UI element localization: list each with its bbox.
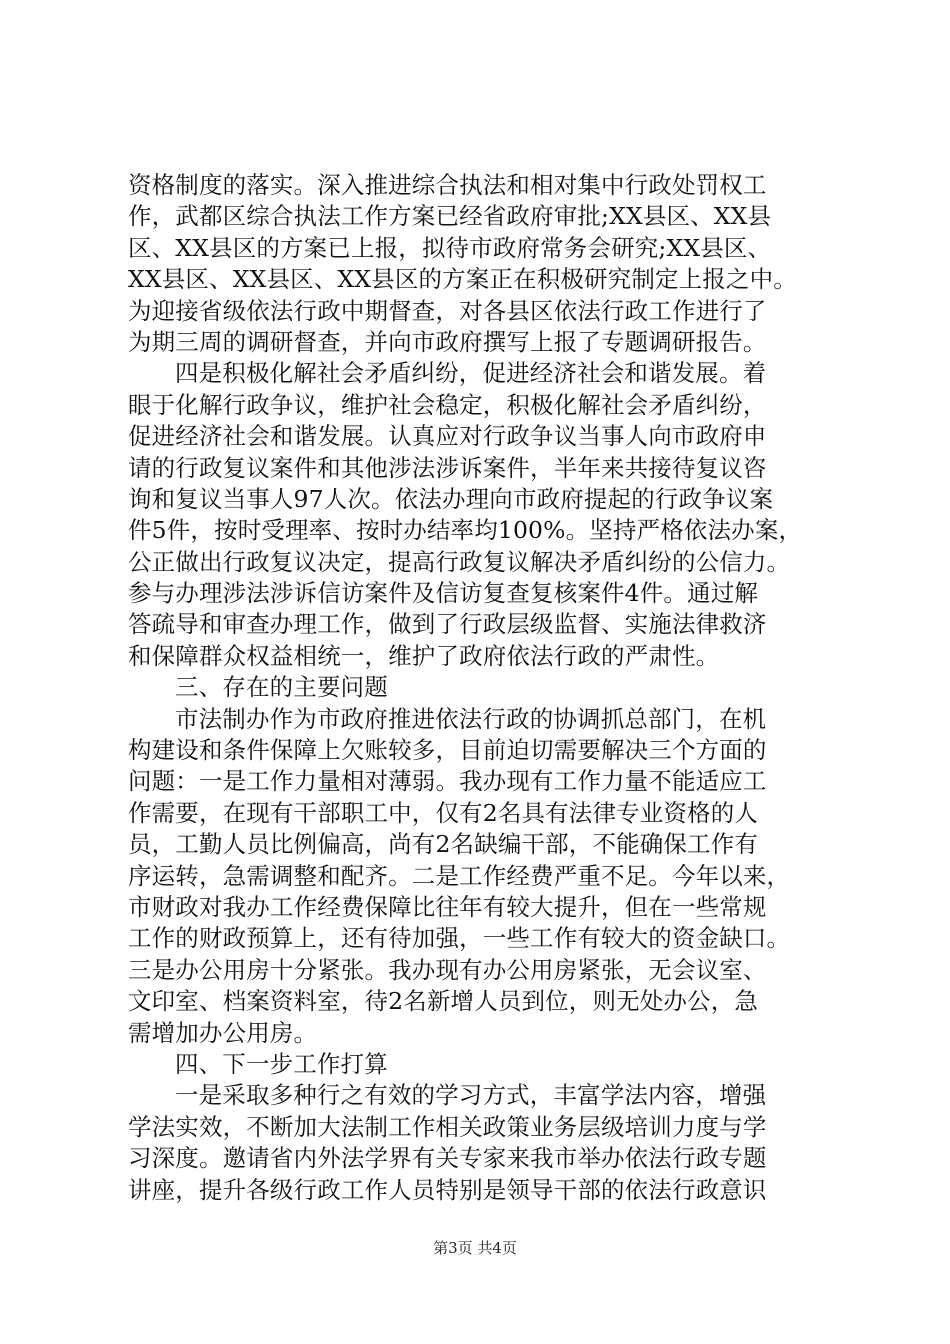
text-line: 文印室、档案资料室，待2名新增人员到位，则无处办公，急 bbox=[128, 987, 759, 1016]
text-line: 公正做出行政复议决定，提高行政复议解决矛盾纠纷的公信力。 bbox=[128, 547, 791, 576]
text-line: 区、XX县区的方案已上报，拟待市政府常务会研究;XX县区、 bbox=[128, 233, 772, 262]
text-line: 构建设和条件保障上欠账较多，目前迫切需要解决三个方面的 bbox=[128, 736, 767, 765]
text-line: 请的行政复议案件和其他涉法涉诉案件，半年来共接待复议咨 bbox=[128, 453, 767, 482]
text-line: 习深度。邀请省内外法学界有关专家来我市举办依法行政专题 bbox=[128, 1144, 767, 1173]
text-line: 三是办公用房十分紧张。我办现有办公用房紧张，无会议室、 bbox=[128, 955, 767, 984]
text-line: 答疏导和审查办理工作，做到了行政层级监督、实施法律救济 bbox=[128, 610, 767, 639]
text-line: 作，武都区综合执法工作方案已经省政府审批;XX县区、XX县 bbox=[128, 202, 772, 231]
text-line: 促进经济社会和谐发展。认真应对行政争议当事人向市政府申 bbox=[128, 422, 767, 451]
section-heading: 三、存在的主要问题 bbox=[175, 673, 388, 702]
text-line: 眼于化解行政争议，维护社会稳定，积极化解社会矛盾纠纷， bbox=[128, 390, 767, 419]
text-line: 序运转，急需调整和配齐。二是工作经费严重不足。今年以来， bbox=[128, 861, 791, 890]
section-heading: 四、下一步工作打算 bbox=[175, 1049, 388, 1078]
text-line: 学法实效，不断加大法制工作相关政策业务层级培训力度与学 bbox=[128, 1112, 767, 1141]
paragraph-start-line: 一是采取多种行之有效的学习方式，丰富学法内容，增强 bbox=[175, 1081, 767, 1110]
text-line: 参与办理涉法涉诉信访案件及信访复查复核案件4件。通过解 bbox=[128, 579, 759, 608]
text-line: 资格制度的落实。深入推进综合执法和相对集中行政处罚权工 bbox=[128, 171, 767, 199]
text-line: 作需要，在现有干部职工中，仅有2名具有法律专业资格的人 bbox=[128, 798, 759, 827]
text-line: 为期三周的调研督查，并向市政府撰写上报了专题调研报告。 bbox=[128, 327, 767, 356]
text-line: 件5件，按时受理率、按时办结率均100%。坚持严格依法办案， bbox=[128, 516, 803, 545]
body-text bbox=[128, 170, 828, 1206]
text-line: XX县区、XX县区、XX县区的方案正在积极研究制定上报之中。 bbox=[128, 265, 797, 294]
paragraph-start-line: 四是积极化解社会矛盾纠纷，促进经济社会和谐发展。着 bbox=[175, 359, 767, 388]
text-line: 讲座，提升各级行政工作人员特别是领导干部的依法行政意识 bbox=[128, 1175, 767, 1204]
text-line: 问题：一是工作力量相对薄弱。我办现有工作力量不能适应工 bbox=[128, 767, 767, 796]
text-line: 员，工勤人员比例偏高，尚有2名缺编干部，不能确保工作有 bbox=[128, 830, 759, 859]
text-line: 为迎接省级依法行政中期督查，对各县区依法行政工作进行了 bbox=[128, 296, 767, 325]
paragraph-start-line: 市法制办作为市政府推进依法行政的协调抓总部门，在机 bbox=[175, 704, 767, 733]
text-line: 需增加办公用房。 bbox=[128, 1018, 318, 1047]
text-line: 询和复议当事人97人次。依法办理向市政府提起的行政争议案 bbox=[128, 484, 774, 513]
text-line: 工作的财政预算上，还有待加强，一些工作有较大的资金缺口。 bbox=[128, 924, 791, 953]
text-line: 市财政对我办工作经费保障比往年有较大提升，但在一些常规 bbox=[128, 892, 767, 921]
page-footer: 第3页 共4页 bbox=[433, 1239, 517, 1257]
text-line: 和保障群众权益相统一，维护了政府依法行政的严肃性。 bbox=[128, 641, 720, 670]
